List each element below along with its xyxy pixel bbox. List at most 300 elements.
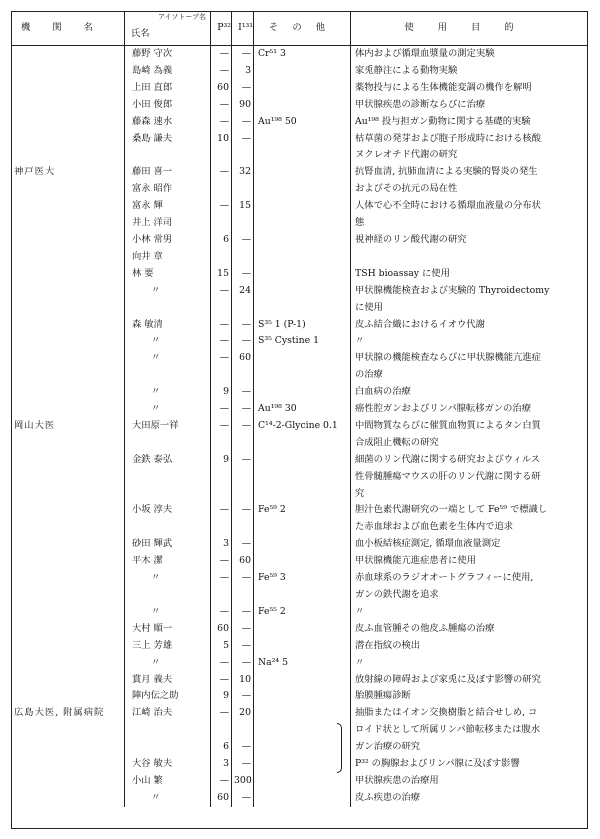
cell-other	[254, 80, 351, 97]
table-row	[12, 773, 587, 790]
cell-use: 家兎静注による動物実験	[355, 64, 458, 76]
cell-i: —	[232, 604, 254, 621]
cell-other	[254, 164, 351, 181]
cell-name	[125, 367, 211, 384]
cell-p	[211, 486, 232, 503]
cell-i	[232, 722, 254, 739]
cell-inst	[12, 722, 125, 739]
table-row	[12, 469, 587, 486]
table-row	[12, 604, 587, 621]
table-row	[12, 164, 587, 181]
cell-name: 〃	[125, 570, 211, 587]
table-row	[12, 536, 587, 553]
cell-use: 皮ふ結合織におけるイオウ代謝	[355, 318, 485, 330]
cell-name: 藤森 速水	[125, 114, 211, 131]
header-i131: I¹³¹	[232, 12, 254, 46]
cell-inst	[12, 63, 125, 80]
table-row	[12, 333, 587, 350]
cell-p: —	[211, 705, 232, 722]
cell-use: 胎膜腫瘍診断	[355, 690, 411, 702]
cell-other	[254, 63, 351, 80]
cell-use: 白血病の治療	[355, 386, 411, 398]
cell-other	[254, 587, 351, 604]
table-row	[12, 688, 587, 705]
cell-name: 〃	[125, 655, 211, 672]
cell-p: —	[211, 553, 232, 570]
cell-use: 甲状腺の機能検査ならびに甲状腺機能亢進症	[355, 352, 541, 364]
cell-p: 3	[211, 536, 232, 553]
cell-inst	[12, 688, 125, 705]
header-person-name: 氏名	[131, 28, 150, 40]
cell-other: Cr⁵¹ 3	[254, 46, 351, 63]
cell-inst	[12, 536, 125, 553]
cell-use: TSH bioassay に使用	[355, 267, 450, 279]
cell-inst	[12, 384, 125, 401]
cell-name: 小山 繁	[125, 773, 211, 790]
cell-name: 陣内伝之助	[125, 688, 211, 705]
cell-name: 林 要	[125, 266, 211, 283]
table-row	[12, 317, 587, 334]
cell-i	[232, 249, 254, 266]
cell-inst	[12, 502, 125, 519]
table-row	[12, 570, 587, 587]
cell-p	[211, 469, 232, 486]
cell-other	[254, 300, 351, 317]
cell-inst: 広島大医, 附属病院	[12, 705, 125, 722]
cell-use: 甲状腺疾患の治療用	[355, 774, 439, 786]
cell-p: —	[211, 502, 232, 519]
table-row	[12, 46, 587, 63]
cell-p: —	[211, 97, 232, 114]
cell-use: に使用	[355, 301, 383, 313]
cell-i	[232, 300, 254, 317]
cell-inst	[12, 232, 125, 249]
cell-name: 島崎 為義	[125, 63, 211, 80]
cell-i: 24	[232, 283, 254, 300]
cell-inst	[12, 350, 125, 367]
cell-inst	[12, 367, 125, 384]
cell-i	[232, 519, 254, 536]
cell-i: 90	[232, 97, 254, 114]
cell-other	[254, 553, 351, 570]
cell-other	[254, 283, 351, 300]
cell-inst	[12, 739, 125, 756]
cell-p: —	[211, 604, 232, 621]
cell-p: 60	[211, 790, 232, 807]
cell-use: 皮ふ血管腫その他皮ふ腫瘍の治療	[355, 622, 495, 634]
cell-other	[254, 469, 351, 486]
cell-name: 〃	[125, 384, 211, 401]
cell-inst	[12, 249, 125, 266]
table-row	[12, 384, 587, 401]
table-row	[12, 756, 587, 773]
cell-name: 賞月 義夫	[125, 672, 211, 689]
cell-i: —	[232, 266, 254, 283]
isotope-usage-table-sheet	[11, 11, 588, 829]
cell-inst	[12, 147, 125, 164]
table-row	[12, 266, 587, 283]
cell-use: 甲状腺疾患の診断ならびに治療	[355, 98, 486, 110]
cell-i: 32	[232, 164, 254, 181]
cell-inst	[12, 570, 125, 587]
table-row	[12, 283, 587, 300]
cell-other: Na²⁴ 5	[254, 655, 351, 672]
cell-i: 60	[232, 350, 254, 367]
cell-name: 小田 俊郎	[125, 97, 211, 114]
cell-i: —	[232, 739, 254, 756]
cell-p	[211, 367, 232, 384]
cell-use: の治療	[355, 369, 383, 381]
table-row	[12, 418, 587, 435]
cell-other: Fe⁵⁹ 3	[254, 570, 351, 587]
cell-i	[232, 181, 254, 198]
cell-use: 視神経のリン酸代謝の研究	[355, 233, 467, 245]
cell-use: ロイド状として所属リンパ節転移または腹水	[355, 724, 541, 736]
cell-i: 10	[232, 672, 254, 689]
cell-inst	[12, 97, 125, 114]
cell-use: 赤血球系のラジオオートグラフィーに使用,	[355, 572, 534, 584]
table-row	[12, 486, 587, 503]
cell-use: 皮ふ疾患の治療	[355, 791, 421, 803]
cell-i: —	[232, 333, 254, 350]
cell-use: 人体で心不全時における循環血液量の分布状	[355, 200, 541, 212]
cell-name	[125, 722, 211, 739]
cell-name: 大村 順一	[125, 621, 211, 638]
cell-inst	[12, 672, 125, 689]
cell-i: —	[232, 131, 254, 148]
cell-inst	[12, 198, 125, 215]
cell-use: 体内および循環血漿量の測定実験	[355, 48, 495, 59]
cell-name: 〃	[125, 790, 211, 807]
cell-i: —	[232, 46, 254, 63]
cell-p: 10	[211, 131, 232, 148]
cell-other	[254, 486, 351, 503]
cell-other	[254, 367, 351, 384]
cell-p: 6	[211, 232, 232, 249]
cell-i	[232, 215, 254, 232]
cell-name	[125, 486, 211, 503]
cell-i	[232, 469, 254, 486]
cell-other: Au¹⁹⁸ 50	[254, 114, 351, 131]
cell-i	[232, 147, 254, 164]
cell-inst	[12, 317, 125, 334]
cell-inst	[12, 333, 125, 350]
cell-other	[254, 672, 351, 689]
cell-use: 血小板結核症測定, 循環血液量測定	[355, 538, 501, 550]
cell-use: 〃	[355, 605, 365, 617]
cell-other	[254, 688, 351, 705]
cell-inst: 岡山大医	[12, 418, 125, 435]
cell-name: 森 敏清	[125, 317, 211, 334]
cell-p: —	[211, 350, 232, 367]
table-row	[12, 655, 587, 672]
cell-name	[125, 587, 211, 604]
isotope-usage-table	[12, 12, 587, 807]
header-isotope-name: アイソトープ名	[157, 13, 206, 21]
cell-other	[254, 722, 351, 739]
header-name	[125, 12, 211, 46]
cell-i: —	[232, 756, 254, 773]
cell-use: 〃	[355, 335, 365, 347]
cell-other	[254, 198, 351, 215]
cell-inst	[12, 435, 125, 452]
cell-p: 9	[211, 384, 232, 401]
cell-p: —	[211, 164, 232, 181]
table-row	[12, 452, 587, 469]
cell-name: 向井 章	[125, 249, 211, 266]
cell-inst	[12, 553, 125, 570]
cell-inst	[12, 283, 125, 300]
cell-p: —	[211, 333, 232, 350]
cell-other	[254, 773, 351, 790]
cell-other	[254, 638, 351, 655]
table-row	[12, 587, 587, 604]
cell-other: C¹⁴-2-Glycine 0.1	[254, 418, 351, 435]
cell-inst	[12, 131, 125, 148]
cell-i	[232, 486, 254, 503]
cell-p: —	[211, 63, 232, 80]
cell-use: 性骨髄腫瘍マウスの肝のリン代謝に関する研	[355, 470, 541, 482]
cell-p: —	[211, 317, 232, 334]
cell-other	[254, 756, 351, 773]
cell-p: —	[211, 570, 232, 587]
table-row	[12, 215, 587, 232]
cell-name: 〃	[125, 283, 211, 300]
cell-inst	[12, 401, 125, 418]
cell-other: Fe⁵⁹ 2	[254, 502, 351, 519]
cell-use: 甲状腺機能亢進症患者に使用	[355, 555, 476, 567]
cell-use: 中間物質ならびに催質血物質によるタン白質	[355, 419, 541, 431]
cell-p	[211, 300, 232, 317]
cell-name	[125, 147, 211, 164]
cell-other	[254, 232, 351, 249]
cell-inst	[12, 519, 125, 536]
header-institution: 機関名	[12, 12, 125, 46]
cell-p: 60	[211, 80, 232, 97]
table-row	[12, 672, 587, 689]
cell-p: 60	[211, 621, 232, 638]
cell-name: 〃	[125, 350, 211, 367]
cell-name: 大田原一祥	[125, 418, 211, 435]
header-other: その他	[254, 12, 351, 46]
cell-inst	[12, 486, 125, 503]
cell-p: —	[211, 418, 232, 435]
cell-p: —	[211, 401, 232, 418]
cell-use: 枯草菌の発芽および胞子形成時における核酸	[355, 132, 541, 144]
table-row	[12, 502, 587, 519]
cell-name: 金鉄 泰弘	[125, 452, 211, 469]
cell-name: 藤田 喜一	[125, 164, 211, 181]
cell-inst	[12, 587, 125, 604]
table-row	[12, 232, 587, 249]
cell-i	[232, 587, 254, 604]
table-row	[12, 131, 587, 148]
table-row	[12, 621, 587, 638]
table-header-row	[12, 12, 587, 46]
cell-inst	[12, 114, 125, 131]
cell-inst: 神戸医大	[12, 164, 125, 181]
table-row	[12, 63, 587, 80]
cell-i: —	[232, 536, 254, 553]
cell-p: 5	[211, 638, 232, 655]
cell-i: 60	[232, 553, 254, 570]
cell-name: 小坂 淳夫	[125, 502, 211, 519]
cell-i: —	[232, 418, 254, 435]
cell-i: —	[232, 570, 254, 587]
cell-name	[125, 300, 211, 317]
cell-p: —	[211, 773, 232, 790]
cell-p	[211, 181, 232, 198]
cell-i: —	[232, 688, 254, 705]
cell-use: 癌性腔ガンおよびリンパ腺転移ガンの治療	[355, 403, 531, 415]
cell-p	[211, 215, 232, 232]
cell-p: 9	[211, 688, 232, 705]
cell-name: 〃	[125, 333, 211, 350]
table-row	[12, 198, 587, 215]
cell-inst	[12, 452, 125, 469]
cell-i: —	[232, 655, 254, 672]
cell-name: 小林 常男	[125, 232, 211, 249]
cell-use: 胆汁色素代謝研究の一端として Fe⁵⁹ で標識し	[355, 504, 548, 516]
table-row	[12, 147, 587, 164]
cell-other	[254, 452, 351, 469]
table-row	[12, 114, 587, 131]
cell-inst	[12, 790, 125, 807]
cell-inst	[12, 756, 125, 773]
cell-use: 究	[355, 487, 365, 499]
cell-name: 桑島 謙夫	[125, 131, 211, 148]
table-row	[12, 722, 587, 739]
cell-p	[211, 722, 232, 739]
cell-name: 江崎 治夫	[125, 705, 211, 722]
cell-i: —	[232, 401, 254, 418]
cell-inst	[12, 604, 125, 621]
cell-i: —	[232, 114, 254, 131]
cell-name: 井上 洋司	[125, 215, 211, 232]
header-purpose: 使用目的	[351, 12, 588, 46]
table-row	[12, 638, 587, 655]
cell-use: 合成阻止機転の研究	[355, 436, 439, 448]
cell-i: —	[232, 502, 254, 519]
cell-use: ヌクレオチド代謝の研究	[355, 149, 458, 161]
cell-other	[254, 536, 351, 553]
cell-p: —	[211, 46, 232, 63]
cell-name: 上田 直郎	[125, 80, 211, 97]
cell-name: 三上 芳雄	[125, 638, 211, 655]
cell-p	[211, 519, 232, 536]
cell-other	[254, 266, 351, 283]
cell-other	[254, 435, 351, 452]
table-row	[12, 181, 587, 198]
cell-inst	[12, 469, 125, 486]
cell-i: —	[232, 638, 254, 655]
cell-p: —	[211, 672, 232, 689]
cell-i: —	[232, 317, 254, 334]
table-row	[12, 553, 587, 570]
cell-other: Au¹⁹⁸ 30	[254, 401, 351, 418]
cell-use: 薬物投与による生体機能変調の機作を解明	[355, 81, 532, 93]
cell-other	[254, 739, 351, 756]
cell-name	[125, 739, 211, 756]
cell-other	[254, 790, 351, 807]
cell-use: 潜在指紋の検出	[355, 639, 421, 651]
cell-i: —	[232, 384, 254, 401]
cell-p	[211, 587, 232, 604]
cell-i: —	[232, 452, 254, 469]
cell-p: —	[211, 283, 232, 300]
cell-use: ガン治療の研究	[355, 741, 421, 753]
cell-i: 3	[232, 63, 254, 80]
cell-i: —	[232, 80, 254, 97]
cell-p	[211, 435, 232, 452]
cell-use: 放射線の障碍および家兎に及ぼす影響の研究	[355, 673, 541, 685]
table-row	[12, 435, 587, 452]
cell-use	[351, 249, 588, 266]
cell-other	[254, 147, 351, 164]
cell-inst	[12, 621, 125, 638]
cell-inst	[12, 300, 125, 317]
cell-other	[254, 350, 351, 367]
cell-inst	[12, 773, 125, 790]
table-row	[12, 350, 587, 367]
cell-use: 〃	[355, 656, 365, 668]
cell-other: S³⁵ Cystine 1	[254, 333, 351, 350]
table-row	[12, 790, 587, 807]
cell-other	[254, 384, 351, 401]
cell-p: 3	[211, 756, 232, 773]
cell-i: 20	[232, 705, 254, 722]
cell-name: 大谷 敏夫	[125, 756, 211, 773]
table-row	[12, 401, 587, 418]
table-row	[12, 519, 587, 536]
cell-i: —	[232, 621, 254, 638]
cell-inst	[12, 80, 125, 97]
row-group-brace	[337, 723, 342, 773]
cell-use: た赤血球および血色素を生体内で追求	[355, 521, 514, 533]
cell-name: 富永 輝	[125, 198, 211, 215]
cell-other	[254, 519, 351, 536]
cell-use: 細菌のリン代謝に関する研究およびウィルス	[355, 453, 541, 465]
table-row	[12, 739, 587, 756]
cell-inst	[12, 655, 125, 672]
cell-use: 抗腎血清, 抗肺血清による実験的腎炎の発生	[355, 166, 538, 178]
cell-name	[125, 469, 211, 486]
cell-p: 15	[211, 266, 232, 283]
cell-other: S³⁵ 1 (P-1)	[254, 317, 351, 334]
cell-other	[254, 97, 351, 114]
cell-i: 300	[232, 773, 254, 790]
cell-p: —	[211, 655, 232, 672]
cell-use: ガンの鉄代謝を追求	[355, 589, 439, 600]
cell-other	[254, 621, 351, 638]
cell-p: —	[211, 198, 232, 215]
cell-p: —	[211, 114, 232, 131]
cell-name	[125, 519, 211, 536]
cell-use: Au¹⁹⁸ 投与担ガン動物に関する基礎的実験	[355, 115, 531, 127]
cell-name: 砂田 輝武	[125, 536, 211, 553]
cell-other	[254, 215, 351, 232]
cell-inst	[12, 46, 125, 63]
cell-inst	[12, 181, 125, 198]
cell-name: 〃	[125, 401, 211, 418]
table-row	[12, 367, 587, 384]
cell-other	[254, 705, 351, 722]
cell-name: 平木 潔	[125, 553, 211, 570]
cell-i	[232, 367, 254, 384]
header-p32: P³²	[211, 12, 232, 46]
table-row	[12, 80, 587, 97]
cell-other	[254, 249, 351, 266]
